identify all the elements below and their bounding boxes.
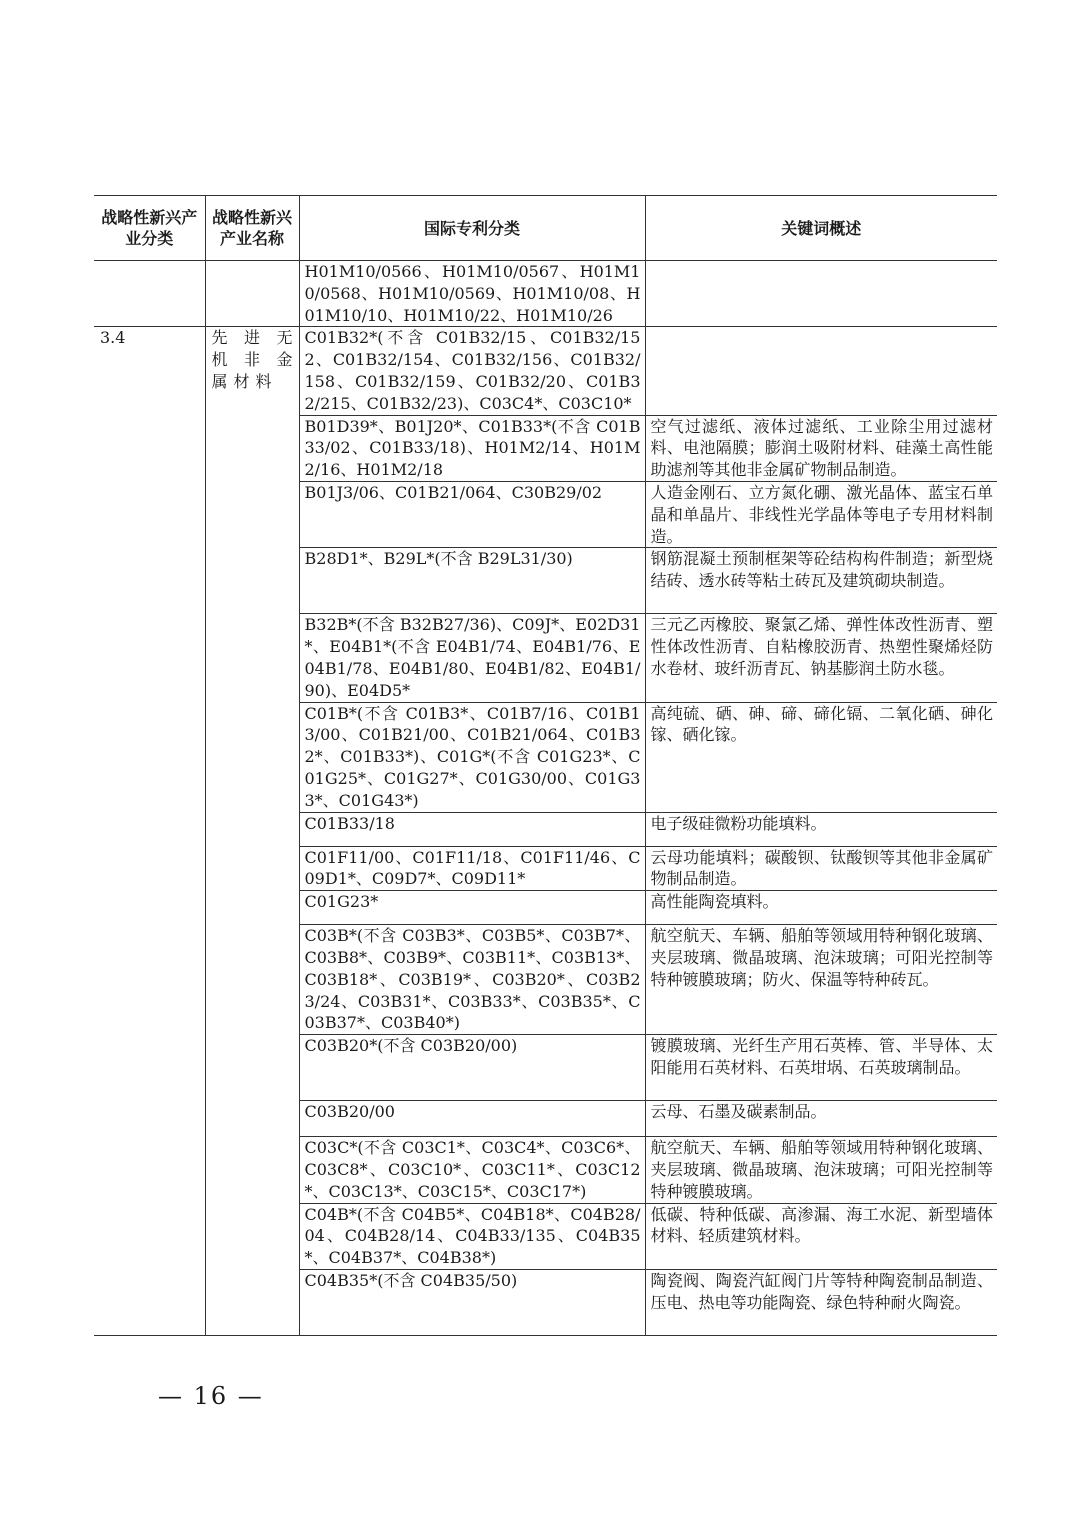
ipc-cell: C04B*(不含 C04B5*、C04B18*、C04B28/04、C04B28/14、C04B33/135、C04B35*、C04B37*、C04B38*): [299, 1203, 645, 1269]
ipc-cell: C03B20/00: [299, 1101, 645, 1137]
keywords-cell: 陶瓷阀、陶瓷汽缸阀门片等特种陶瓷制品制造、压电、热电等功能陶瓷、绿色特种耐火陶瓷。: [645, 1269, 997, 1335]
ipc-cell: B01D39*、B01J20*、C01B33*(不含 C01B33/02、C01B33/18)、H01M2/14、H01M2/16、H01M2/18: [299, 415, 645, 481]
keywords-cell: 云母、石墨及碳素制品。: [645, 1101, 997, 1137]
name-cell-empty: [205, 261, 299, 327]
ipc-cell: C03C*(不含 C03C1*、C03C4*、C03C6*、C03C8*、C03C10*、C03C11*、C03C12*、C03C13*、C03C15*、C03C17*): [299, 1137, 645, 1203]
keywords-cell: 钢筋混凝土预制框架等砼结构构件制造；新型烧结砖、透水砖等粘土砖瓦及建筑砌块制造。: [645, 548, 997, 614]
keywords-cell: 三元乙丙橡胶、聚氯乙烯、弹性体改性沥青、塑性体改性沥青、自粘橡胶沥青、热塑性聚烯烃防水卷材、玻纤沥青瓦、钠基膨润土防水毯。: [645, 614, 997, 702]
keywords-cell: [645, 261, 997, 327]
keywords-cell: 航空航天、车辆、船舶等领域用特种钢化玻璃、夹层玻璃、微晶玻璃、泡沫玻璃；可阳光控制等特种镀膜玻璃。: [645, 1137, 997, 1203]
ipc-cell: C01B32*(不含 C01B32/15、C01B32/152、C01B32/154、C01B32/156、C01B32/158、C01B32/159、C01B32/20、C01B32/215、C01B32/23)、C03C4*、C03C10*: [299, 327, 645, 415]
keywords-cell: 人造金刚石、立方氮化硼、激光晶体、蓝宝石单晶和单晶片、非线性光学晶体等电子专用材料制造。: [645, 481, 997, 547]
industry-name-cell: 先进无机非金属材料: [205, 327, 299, 1336]
header-row: [94, 196, 997, 261]
keywords-cell: 空气过滤纸、液体过滤纸、工业除尘用过滤材料、电池隔膜；膨润土吸附材料、硅藻土高性能助滤剂等其他非金属矿物制品制造。: [645, 415, 997, 481]
header-keywords: 关键词概述: [645, 196, 997, 261]
ipc-cell: C01B*(不含 C01B3*、C01B7/16、C01B13/00、C01B21/00、C01B21/064、C01B32*、C01B33*)、C01G*(不含 C01G23*、C01G25*、C01G27*、C01G30/00、C01G33*、C01G43*): [299, 702, 645, 812]
table-header: [94, 196, 997, 261]
keywords-cell: 低碳、特种低碳、高渗漏、海工水泥、新型墙体材料、轻质建筑材料。: [645, 1203, 997, 1269]
keywords-cell: [645, 327, 997, 415]
ipc-cell: C01B33/18: [299, 812, 645, 846]
table-row-continuation: [94, 261, 997, 327]
patent-classification-table: [94, 195, 997, 1336]
table-row: [94, 327, 997, 415]
table-body: [94, 261, 997, 1336]
ipc-cell: C03B20*(不含 C03B20/00): [299, 1035, 645, 1101]
keywords-cell: 电子级硅微粉功能填料。: [645, 812, 997, 846]
ipc-cell: C01F11/00、C01F11/18、C01F11/46、C09D1*、C09D7*、C09D11*: [299, 846, 645, 891]
ipc-cell: B28D1*、B29L*(不含 B29L31/30): [299, 548, 645, 614]
ipc-cell: C04B35*(不含 C04B35/50): [299, 1269, 645, 1335]
ipc-cell: B32B*(不含 B32B27/36)、C09J*、E02D31*、E04B1*(不含 E04B1/74、E04B1/76、E04B1/78、E04B1/80、E04B1/82、E04B1/90)、E04D5*: [299, 614, 645, 702]
header-industry-name: 战略性新兴产业名称: [205, 196, 299, 261]
keywords-cell: 云母功能填料；碳酸钡、钛酸钡等其他非金属矿物制品制造。: [645, 846, 997, 891]
category-cell-empty: [94, 261, 205, 327]
ipc-cell: C03B*(不含 C03B3*、C03B5*、C03B7*、C03B8*、C03B9*、C03B11*、C03B13*、C03B18*、C03B19*、C03B20*、C03B23/24、C03B31*、C03B33*、C03B35*、C03B37*、C03B40*): [299, 925, 645, 1035]
keywords-cell: 航空航天、车辆、船舶等领域用特种钢化玻璃、夹层玻璃、微晶玻璃、泡沫玻璃；可阳光控制等特种镀膜玻璃；防火、保温等特种砖瓦。: [645, 925, 997, 1035]
ipc-cell: H01M10/0566、H01M10/0567、H01M10/0568、H01M10/0569、H01M10/08、H01M10/10、H01M10/22、H01M10/26: [299, 261, 645, 327]
category-cell: 3.4: [94, 327, 205, 1336]
keywords-cell: 高性能陶瓷填料。: [645, 891, 997, 925]
ipc-cell: C01G23*: [299, 891, 645, 925]
ipc-cell: B01J3/06、C01B21/064、C30B29/02: [299, 481, 645, 547]
header-ipc: 国际专利分类: [299, 196, 645, 261]
keywords-cell: 高纯硫、硒、砷、碲、碲化镉、二氧化硒、砷化镓、硒化镓。: [645, 702, 997, 812]
header-category: 战略性新兴产业分类: [94, 196, 205, 261]
page-number: — 16 —: [158, 1382, 264, 1410]
keywords-cell: 镀膜玻璃、光纤生产用石英棒、管、半导体、太阳能用石英材料、石英坩埚、石英玻璃制品。: [645, 1035, 997, 1101]
